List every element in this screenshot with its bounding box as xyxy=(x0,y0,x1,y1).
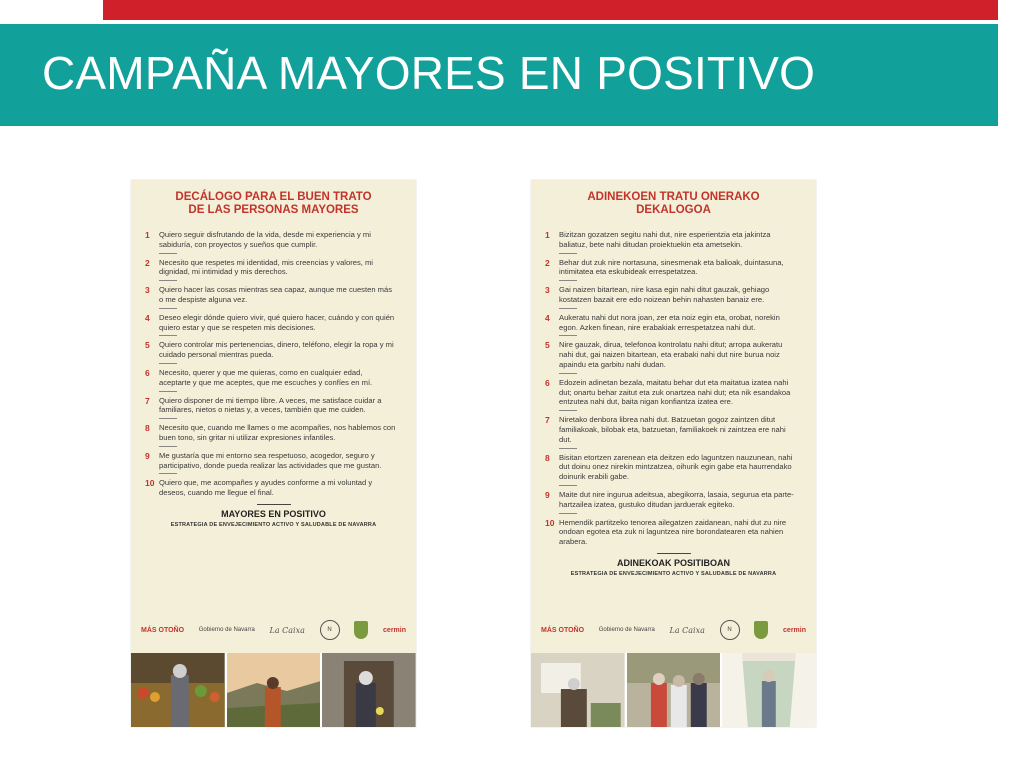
logo-strip xyxy=(141,618,406,642)
poster-title-line-1: DECÁLOGO PARA EL BUEN TRATO xyxy=(175,191,372,203)
list-item xyxy=(145,313,396,337)
list-item xyxy=(145,478,396,498)
logo-strip xyxy=(541,618,806,642)
gobierno-navarra-logo: Gobierno de Navarra xyxy=(598,627,655,633)
item-number: 3 xyxy=(545,285,550,296)
item-divider xyxy=(559,448,577,449)
item-divider xyxy=(159,391,177,392)
item-divider xyxy=(159,280,177,281)
item-text: Quiero controlar mis pertenencias, dinero, teléfono, elegir la ropa y mi cuidado personal mientras pueda. xyxy=(159,340,394,360)
item-text: Bizitzan gozatzen segitu nahi dut, nire esperientzia eta jakintza baliatuz, bete nahi ditudan proiektuekin eta ametsekin. xyxy=(559,230,771,249)
la-caixa-logo: La Caixa xyxy=(269,625,305,635)
list-item xyxy=(145,423,396,447)
item-divider xyxy=(559,335,577,336)
poster-footer-subtitle: ESTRATEGIA DE ENVEJECIMIENTO ACTIVO Y SALUDABLE DE NAVARRA xyxy=(570,570,777,577)
poster-title-line-2: DEKALOGOA xyxy=(636,204,711,216)
item-divider xyxy=(159,363,177,364)
walking-couple-photo xyxy=(627,653,721,727)
item-divider xyxy=(159,253,177,254)
item-number: 6 xyxy=(145,367,150,378)
shield-logo xyxy=(354,621,368,639)
la-caixa-logo: La Caixa xyxy=(669,625,705,635)
item-text: Hemendik partitzeko tenorea ailegatzen zaidanean, nahi dut zu nire ondoan egotea eta zuk ni laguntzea nire borondatearen eta nahien arabera. xyxy=(559,517,787,547)
item-number: 8 xyxy=(145,423,150,434)
item-text: Maite dut nire ingurua adeitsua, abegikorra, lasaia, segurua eta parte-hartzailea izatea, gustuko ditudan jarduerak egiteko. xyxy=(559,489,794,509)
item-divider xyxy=(559,373,577,374)
mas-otono-logo: MÁS OTOÑO xyxy=(141,626,185,634)
window-photo xyxy=(722,653,816,727)
poster-title xyxy=(531,191,816,217)
item-divider xyxy=(159,418,177,419)
item-number: 10 xyxy=(145,478,155,489)
cermin-logo: cermin xyxy=(783,626,806,634)
item-number: 5 xyxy=(145,340,150,351)
item-divider xyxy=(559,253,577,254)
item-text: Gai naizen bitartean, nire kasa egin nahi ditut gauzak, gehiago kostatzen bazait ere edo noizean behin nahasten banaiz ere. xyxy=(559,285,770,304)
list-item xyxy=(545,518,796,547)
landscape-photo xyxy=(227,653,321,727)
item-divider xyxy=(159,446,177,447)
item-divider xyxy=(559,485,577,486)
footer-rule xyxy=(257,504,291,505)
market-photo xyxy=(131,653,225,727)
item-text: Nire gauzak, dirua, telefonoa kontrolatu nahi ditut; arropa aukeratu nahi dut, gai naizen bitartean, eta erabaki nahi dut nire burua noiz apaindu eta garbitu nahi dudan. xyxy=(559,340,783,369)
item-divider xyxy=(559,410,577,411)
item-text: Aukeratu nahi dut nora joan, zer eta noiz egin eta, orobat, norekin egon. Azken finean, nire erabakiak errespetatzea nahi dut. xyxy=(559,312,780,332)
item-text: Niretako denbora librea nahi dut. Batzuetan gogoz zaintzen ditut familiakoak, bilobak eta, batzuetan, familiakoek ni zaintzea ere nahi dut. xyxy=(559,415,786,444)
list-item xyxy=(145,396,396,420)
n-seal-logo: N xyxy=(320,620,340,640)
list-item xyxy=(545,285,796,309)
photo-strip xyxy=(131,653,416,727)
item-text: Behar dut zuk nire nortasuna, sinesmenak eta balioak, duintasuna, intimitatea eta eskubideak errespetatzea. xyxy=(559,257,784,277)
item-number: 8 xyxy=(545,452,550,463)
gobierno-navarra-logo: Gobierno de Navarra xyxy=(198,627,255,633)
list-item xyxy=(145,451,396,475)
item-divider xyxy=(159,473,177,474)
poster-footer-title: ADINEKOAK POSITIBOAN xyxy=(616,557,730,568)
item-text: Deseo elegir dónde quiero vivir, qué quiero hacer, cuándo y con quién quiero estar y que se respeten mis decisiones. xyxy=(159,312,395,332)
item-number: 1 xyxy=(545,230,550,240)
shield-logo xyxy=(754,621,768,639)
item-number: 10 xyxy=(545,517,555,528)
item-number: 2 xyxy=(145,257,150,268)
list-item xyxy=(145,340,396,364)
poster-footer-title: MAYORES EN POSITIVO xyxy=(221,508,326,519)
list-item xyxy=(145,285,396,309)
n-seal-logo: N xyxy=(720,620,740,640)
item-text: Quiero hacer las cosas mientras sea capaz, aunque me cuesten más o me despiste alguna vez. xyxy=(159,285,392,304)
item-number: 4 xyxy=(545,312,550,323)
item-text: Necesito, querer y que me quieras, como en cualquier edad, aceptarte y que me aceptes, que me escuches y confíes en mí. xyxy=(159,367,373,387)
item-text: Me gustaría que mi entorno sea respetuoso, acogedor, seguro y participativo, donde pueda realizar las actividades que me gustan. xyxy=(159,450,382,470)
list-item xyxy=(545,258,796,282)
item-number: 3 xyxy=(145,285,150,296)
list-item xyxy=(145,258,396,282)
poster-footer-subtitle: ESTRATEGIA DE ENVEJECIMIENTO ACTIVO Y SALUDABLE DE NAVARRA xyxy=(170,521,377,528)
item-text: Necesito que, cuando me llames o me acompañes, nos hablemos con buen tono, sin gritar ni utilizar expresiones infantiles. xyxy=(159,423,396,442)
slide-title: CAMPAÑA MAYORES EN POSITIVO xyxy=(42,47,816,99)
item-text: Necesito que respetes mi identidad, mis creencias y valores, mi dignidad, mi intimidad y mis derechos. xyxy=(159,257,373,277)
item-number: 9 xyxy=(145,450,150,461)
poster-title-line-2: DE LAS PERSONAS MAYORES xyxy=(188,204,359,216)
item-number: 7 xyxy=(145,395,150,406)
item-number: 5 xyxy=(545,340,550,351)
item-divider xyxy=(559,280,577,281)
list-item xyxy=(545,340,796,373)
poster-title xyxy=(131,191,416,217)
item-number: 4 xyxy=(145,312,150,323)
interior-photo xyxy=(531,653,625,727)
item-text: Bisitan etortzen zarenean eta deitzen edo laguntzen nauzunean, nahi dut doinu onez nirekin mintzatzea, oihurik egin gabe eta haurrendako doinurik erabili gabe. xyxy=(559,452,793,482)
item-number: 7 xyxy=(545,415,550,426)
poster-basque xyxy=(531,180,816,727)
item-number: 6 xyxy=(545,377,550,388)
list-item xyxy=(545,453,796,486)
item-text: Edozein adinetan bezala, maitatu behar dut eta maitatua izatea nahi dut; onartu behar zaitut eta zuk onartzea nahi dut; eta nik esandakoa entzutea nahi dut, baita nigan konfiantza izatea ere. xyxy=(559,377,791,407)
item-divider xyxy=(559,308,577,309)
list-item xyxy=(545,490,796,514)
list-item xyxy=(545,378,796,411)
list-item xyxy=(545,415,796,448)
mas-otono-logo: MÁS OTOÑO xyxy=(541,626,585,634)
poster-title-line-1: ADINEKOEN TRATU ONERAKO xyxy=(587,191,760,203)
cermin-logo: cermin xyxy=(383,626,406,634)
item-text: Quiero seguir disfrutando de la vida, desde mi experiencia y mi sabiduría, con proyectos y sueños que cumplir. xyxy=(159,230,371,249)
decalogue-list xyxy=(531,230,816,547)
top-accent-bar xyxy=(103,0,998,20)
item-text: Quiero disponer de mi tiempo libre. A veces, me satisface cuidar a familiares, nietos o nietas y, a veces, también que me cuiden. xyxy=(159,395,382,415)
list-item xyxy=(145,368,396,392)
list-item xyxy=(545,313,796,337)
item-number: 2 xyxy=(545,257,550,268)
list-item xyxy=(545,230,796,254)
decalogue-list xyxy=(131,230,416,498)
item-number: 9 xyxy=(545,489,550,500)
photo-strip xyxy=(531,653,816,727)
item-divider xyxy=(559,513,577,514)
footer-rule xyxy=(657,553,691,554)
doorway-photo xyxy=(322,653,416,727)
item-number: 1 xyxy=(145,230,150,240)
item-divider xyxy=(159,335,177,336)
poster-spanish xyxy=(131,180,416,727)
item-divider xyxy=(159,308,177,309)
item-text: Quiero que, me acompañes y ayudes conforme a mi voluntad y deseos, cuando me llegue el final. xyxy=(159,478,373,498)
list-item xyxy=(145,230,396,254)
